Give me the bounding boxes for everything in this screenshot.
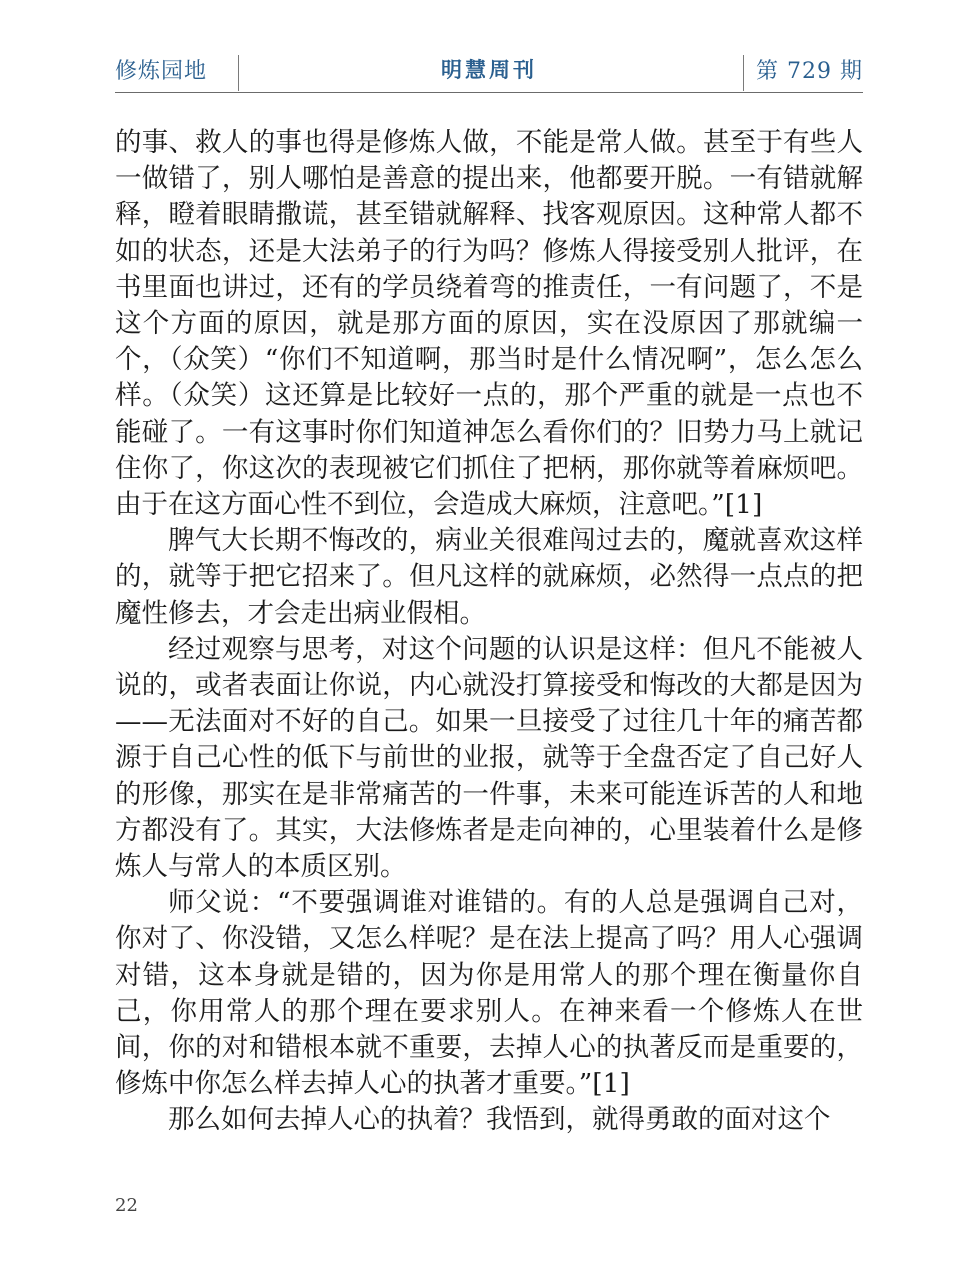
paragraph: 脾气大长期不悔改的，病业关很难闯过去的，魔就喜欢这样的，就等于把它招来了。但凡这样的就麻烦，必然得一点点的把魔性修去，才会走出病业假相。	[115, 525, 863, 629]
paragraph: 经过观察与思考，对这个问题的认识是这样：但凡不能被人说的，或者表面让你说，内心就没打算接受和悔改的大都是因为——无法面对不好的自己。如果一旦接受了过往几十年的痛苦都源于自己心性的低下与前世的业报，就等于全盘否定了自己好人的形像，那实在是非常痛苦的一件事，未来可能连诉苦的人和地方都没有了。其实，大法修炼者是走向神的，心里装着什么是修炼人与常人的本质区别。	[115, 633, 863, 883]
header-divider-right	[743, 55, 744, 91]
publication-title: 明慧周刊	[441, 58, 537, 82]
header-rule	[115, 92, 863, 93]
issue-number: 第 729 期	[756, 59, 863, 84]
section-title: 修炼园地	[115, 59, 208, 84]
paragraph: 那么如何去掉人心的执着？我悟到，就得勇敢的面对这个	[168, 1104, 831, 1136]
paragraph-continued: 的事、救人的事也得是修炼人做，不能是常人做。甚至于有些人一做错了，别人哪怕是善意的提出来，他都要开脱。一有错就解释，瞪着眼睛撒谎，甚至错就解释、找客观原因。这种常人都不如的状态，还是大法弟子的行为吗？修炼人得接受别人批评，在书里面也讲过，还有的学员绕着弯的推责任，一有问题了，不是这个方面的原因，就是那方面的原因，实在没原因了那就编一个，（众笑）“你们不知道啊，那当时是什么情况啊”，怎么怎么样。（众笑）这还算是比较好一点的，那个严重的就是一点也不能碰了。一有这事时你们知道神怎么看你们的？旧势力马上就记住你了，你这次的表现被它们抓住了把柄，那你就等着麻烦吧。由于在这方面心性不到位，会造成大麻烦，注意吧。”[1]	[115, 127, 863, 521]
page-header	[115, 50, 863, 92]
page-number: 22	[115, 1195, 138, 1216]
paragraph: 师父说：“不要强调谁对谁错的。有的人总是强调自己对，你对了、你没错，又怎么样呢？是在法上提高了吗？用人心强调对错，这本身就是错的，因为你是用常人的那个理在衡量你自己，你用常人的那个理在要求别人。在神来看一个修炼人在世间，你的对和错根本就不重要，去掉人心的执著反而是重要的，修炼中你怎么样去掉人心的执著才重要。”[1]	[115, 887, 863, 1100]
article-body	[115, 125, 863, 1139]
